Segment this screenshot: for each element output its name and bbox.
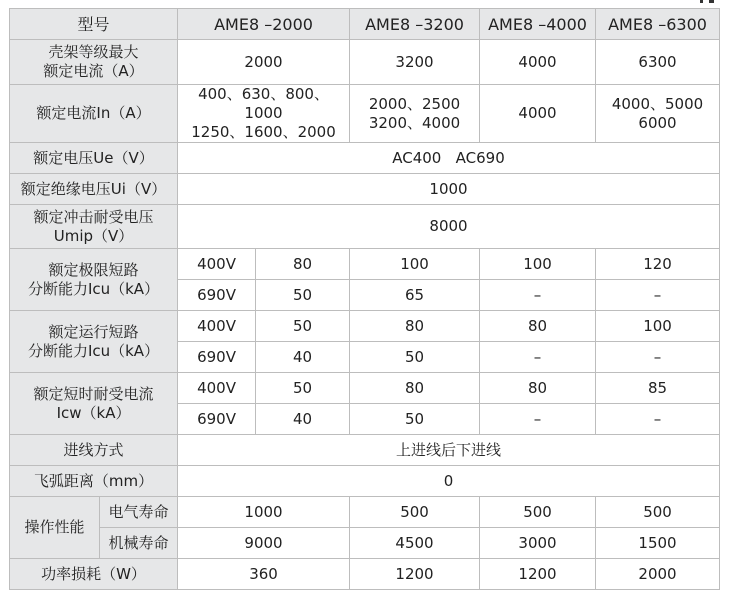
icu-400v-6300: 120 [596, 249, 720, 280]
frame-current-6300: 6300 [596, 40, 720, 85]
rated-current-6300 [596, 85, 720, 143]
mechanical-life-4000: 3000 [480, 528, 596, 559]
electrical-life-3200: 500 [350, 497, 480, 528]
icw-label [10, 373, 178, 435]
icw-label-line2: Icw（kA） [56, 403, 131, 422]
rated-current-label: 额定电流In（A） [10, 85, 178, 143]
mechanical-life-2000: 9000 [178, 528, 350, 559]
icu-400v-3200: 100 [350, 249, 480, 280]
insulation-voltage-row [10, 174, 720, 205]
power-loss-label: 功率损耗（W） [10, 559, 178, 590]
ics-label [10, 311, 178, 373]
operation-label: 操作性能 [10, 497, 100, 559]
icu-400v-voltage: 400V [178, 249, 256, 280]
ics-400v-voltage: 400V [178, 311, 256, 342]
arc-distance-label: 飞弧距离（mm） [10, 466, 178, 497]
rated-current-2000-line2: 1250、1600、2000 [191, 123, 336, 141]
ics-690v-4000: – [480, 342, 596, 373]
icu-row-400v [10, 249, 720, 280]
icu-690v-6300: – [596, 280, 720, 311]
icw-690v-voltage: 690V [178, 404, 256, 435]
icu-690v-voltage: 690V [178, 280, 256, 311]
impulse-voltage-label-line1: 额定冲击耐受电压 [33, 207, 154, 226]
icw-400v-4000: 80 [480, 373, 596, 404]
electrical-life-6300: 500 [596, 497, 720, 528]
operation-electrical-row [10, 497, 720, 528]
ics-400v-6300: 100 [596, 311, 720, 342]
mechanical-life-3200: 4500 [350, 528, 480, 559]
icw-label-line1: 额定短时耐受电流 [33, 384, 154, 403]
electrical-life-2000: 1000 [178, 497, 350, 528]
spec-table [9, 8, 720, 590]
icw-row-400v [10, 373, 720, 404]
rated-current-3200-line1: 2000、2500 [368, 94, 461, 113]
icu-690v-4000: – [480, 280, 596, 311]
rated-voltage-row [10, 143, 720, 174]
arc-distance-row [10, 466, 720, 497]
power-loss-3200: 1200 [350, 559, 480, 590]
frame-current-label-line1: 壳架等级最大 [48, 43, 139, 61]
ics-690v-2000: 40 [256, 342, 350, 373]
electrical-life-4000: 500 [480, 497, 596, 528]
icw-690v-3200: 50 [350, 404, 480, 435]
impulse-voltage-row [10, 205, 720, 249]
electrical-life-label: 电气寿命 [100, 497, 178, 528]
ics-label-line1: 额定运行短路 [48, 322, 139, 341]
ics-690v-3200: 50 [350, 342, 480, 373]
frame-current-2000: 2000 [178, 40, 350, 85]
type-header: 型号 [10, 9, 178, 40]
mechanical-life-label: 机械寿命 [100, 528, 178, 559]
rated-current-6300-line1: 4000、5000 [611, 94, 704, 113]
icu-label-line2: 分断能力Icu（kA） [27, 279, 160, 298]
ics-row-400v [10, 311, 720, 342]
impulse-voltage-value: 8000 [178, 205, 720, 249]
icw-690v-2000: 40 [256, 404, 350, 435]
frame-current-label-line2: 额定电流（A） [43, 62, 144, 80]
ics-690v-6300: – [596, 342, 720, 373]
icw-690v-6300: – [596, 404, 720, 435]
icu-400v-2000: 80 [256, 249, 350, 280]
model-4000-header: AME8 –4000 [480, 9, 596, 40]
rated-voltage-label: 额定电压Ue（V） [10, 143, 178, 174]
wiring-label: 进线方式 [10, 435, 178, 466]
wiring-value: 上进线后下进线 [178, 435, 720, 466]
model-3200-header: AME8 –3200 [350, 9, 480, 40]
rated-current-2000-line1: 400、630、800、1000 [198, 85, 329, 122]
icu-690v-3200: 65 [350, 280, 480, 311]
ics-label-line2: 分断能力Icu（kA） [27, 341, 160, 360]
rated-current-2000 [178, 85, 350, 143]
icw-400v-voltage: 400V [178, 373, 256, 404]
icu-label [10, 249, 178, 311]
icu-label-line1: 额定极限短路 [48, 260, 139, 279]
insulation-voltage-value: 1000 [178, 174, 720, 205]
impulse-voltage-label-line2: Umip（V） [53, 226, 134, 245]
ics-400v-4000: 80 [480, 311, 596, 342]
frame-current-label [10, 40, 178, 85]
rated-current-4000: 4000 [480, 85, 596, 143]
frame-current-row [10, 40, 720, 85]
mechanical-life-6300: 1500 [596, 528, 720, 559]
icw-690v-4000: – [480, 404, 596, 435]
ics-400v-2000: 50 [256, 311, 350, 342]
rated-voltage-value: AC400 AC690 [178, 143, 720, 174]
model-2000-header: AME8 –2000 [178, 9, 350, 40]
ics-690v-voltage: 690V [178, 342, 256, 373]
icu-400v-4000: 100 [480, 249, 596, 280]
rated-current-3200 [350, 85, 480, 143]
ics-400v-3200: 80 [350, 311, 480, 342]
page-corner-marks [700, 0, 718, 4]
arc-distance-value: 0 [178, 466, 720, 497]
rated-current-row [10, 85, 720, 143]
insulation-voltage-label: 额定绝缘电压Ui（V） [10, 174, 178, 205]
power-loss-6300: 2000 [596, 559, 720, 590]
rated-current-6300-line2: 6000 [638, 113, 677, 132]
icw-400v-2000: 50 [256, 373, 350, 404]
icu-690v-2000: 50 [256, 280, 350, 311]
operation-mechanical-row [10, 528, 720, 559]
power-loss-row [10, 559, 720, 590]
frame-current-4000: 4000 [480, 40, 596, 85]
icw-400v-6300: 85 [596, 373, 720, 404]
header-row [10, 9, 720, 40]
model-6300-header: AME8 –6300 [596, 9, 720, 40]
rated-current-3200-line2: 3200、4000 [368, 113, 461, 132]
wiring-row [10, 435, 720, 466]
frame-current-3200: 3200 [350, 40, 480, 85]
icw-400v-3200: 80 [350, 373, 480, 404]
power-loss-2000: 360 [178, 559, 350, 590]
power-loss-4000: 1200 [480, 559, 596, 590]
impulse-voltage-label [10, 205, 178, 249]
